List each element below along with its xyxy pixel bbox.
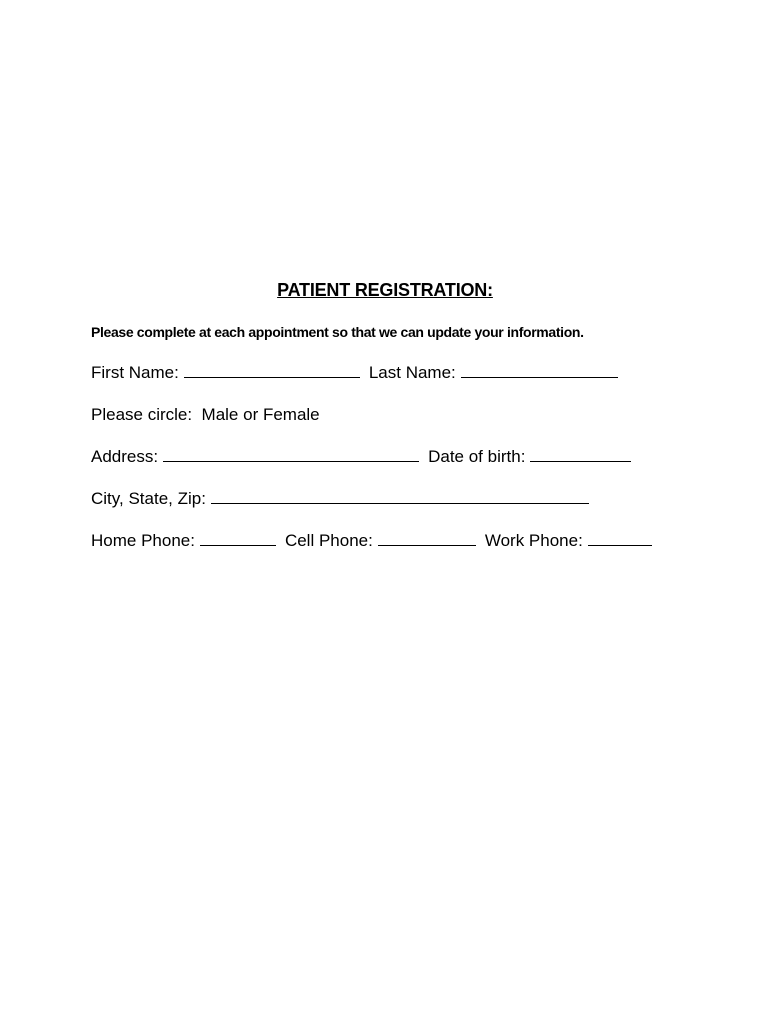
work-phone-field[interactable] xyxy=(588,531,652,546)
work-phone-label: Work Phone: xyxy=(484,531,583,550)
phone-row xyxy=(91,531,652,551)
city-state-zip-label: City, State, Zip: xyxy=(91,489,206,508)
gender-row xyxy=(91,405,320,425)
city-state-zip-field[interactable] xyxy=(211,489,589,504)
last-name-field[interactable] xyxy=(461,363,618,378)
address-label: Address: xyxy=(91,447,159,466)
first-name-label: First Name: xyxy=(91,363,179,382)
address-field[interactable] xyxy=(163,447,419,462)
dob-label: Date of birth: xyxy=(428,447,526,466)
home-phone-label: Home Phone: xyxy=(91,531,195,550)
home-phone-field[interactable] xyxy=(200,531,276,546)
name-row xyxy=(91,363,618,383)
first-name-field[interactable] xyxy=(184,363,360,378)
dob-field[interactable] xyxy=(530,447,631,462)
address-row xyxy=(91,447,631,467)
cell-phone-label: Cell Phone: xyxy=(284,531,373,550)
last-name-label: Last Name: xyxy=(368,363,456,382)
city-state-zip-row xyxy=(91,489,589,509)
gender-prompt[interactable]: Please circle: Male or Female xyxy=(91,405,320,424)
form-title: PATIENT REGISTRATION: xyxy=(277,280,493,300)
form-instruction: Please complete at each appointment so that we can update your information. xyxy=(91,324,584,340)
cell-phone-field[interactable] xyxy=(378,531,476,546)
